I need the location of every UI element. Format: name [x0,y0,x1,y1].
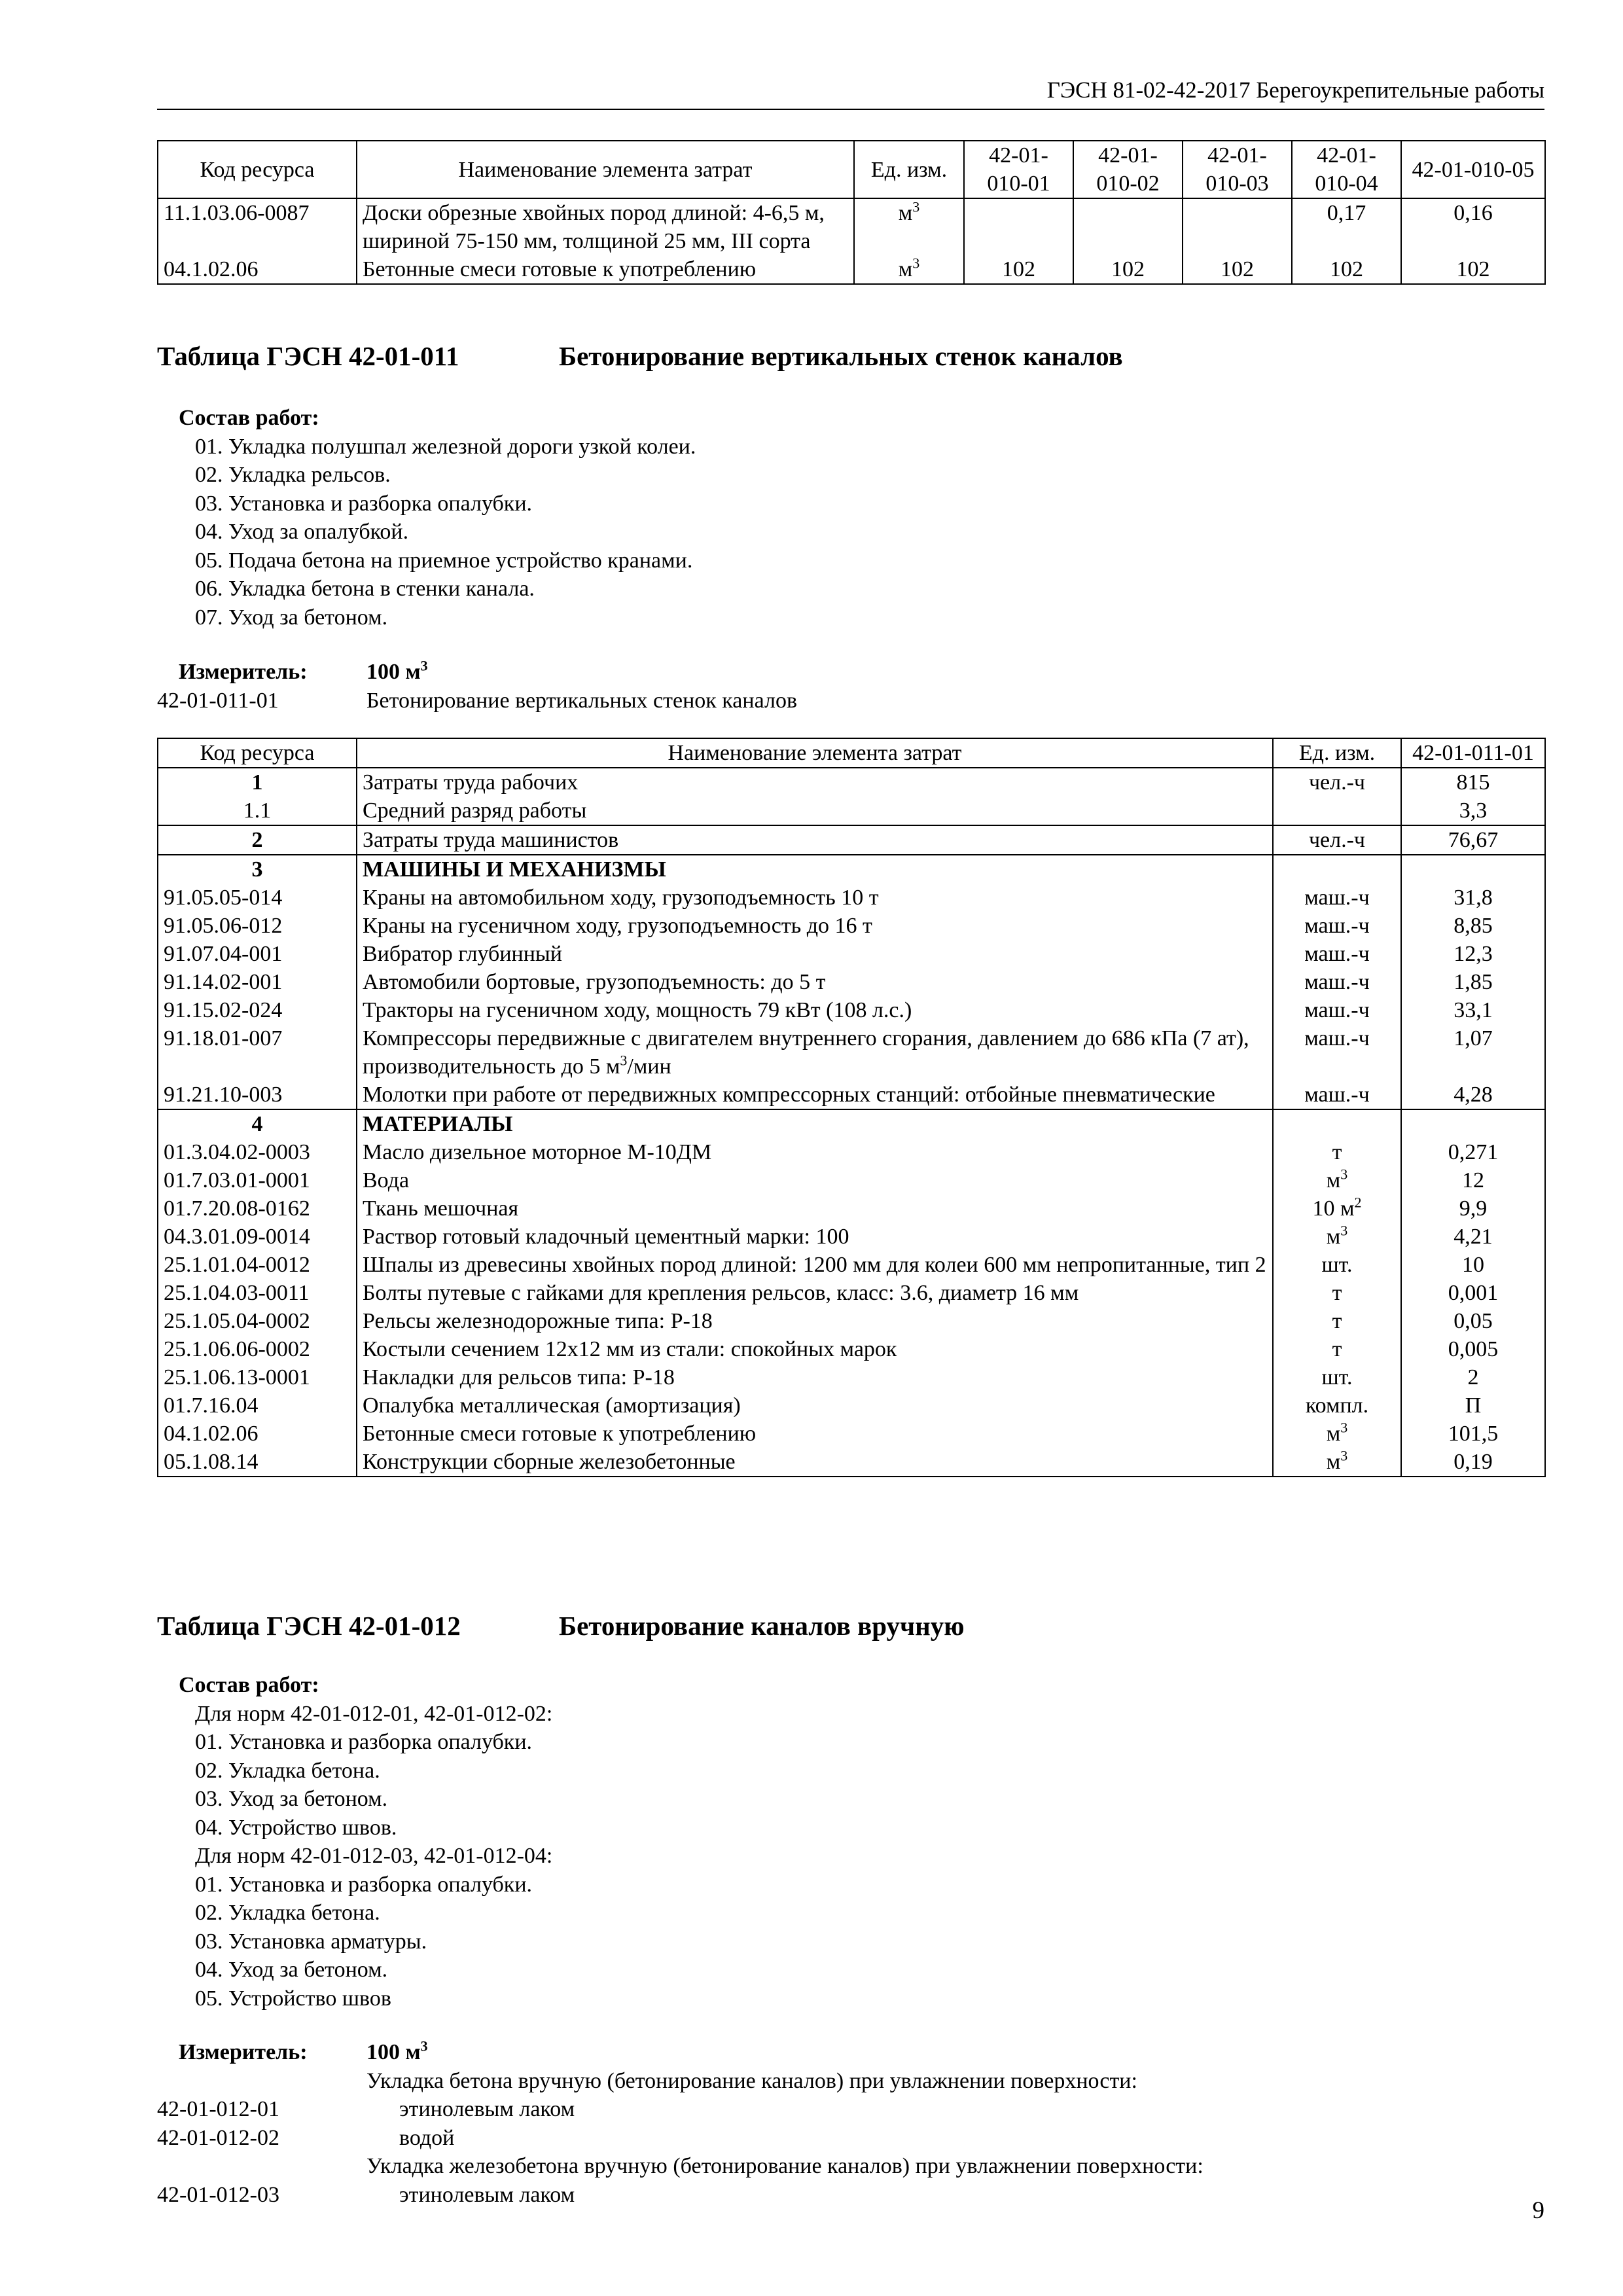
cell-value: 3,3 [1401,797,1545,825]
resource-name: Ткань мешочная [357,1194,1273,1223]
cell-value [1073,198,1183,255]
cell-value [1183,198,1292,255]
resource-code: 4 [158,1109,357,1138]
table-row [158,1081,1545,1109]
table-row [158,198,1545,255]
table-row [158,1194,1545,1223]
resource-code: 91.05.05-014 [158,884,357,912]
header-rule [157,109,1544,110]
resource-unit: компл. [1273,1391,1401,1420]
cell-value: 0,001 [1401,1279,1545,1307]
section-row-materials [158,1109,1545,1138]
resource-code: 2 [158,825,357,855]
column-header: 42-01-010-01 [964,141,1073,198]
resource-name: Раствор готовый кладочный цементный марки: 100 [357,1223,1273,1251]
column-header: 42-01-010-03 [1183,141,1292,198]
cell-value: П [1401,1391,1545,1420]
resource-name: Накладки для рельсов типа: Р-18 [357,1363,1273,1391]
resource-table-42-01-010 [157,140,1546,285]
column-header: Ед. изм. [854,141,964,198]
norm-code: 42-01-012-01 [157,2097,279,2121]
resource-name: Тракторы на гусеничном ходу, мощность 79 кВт (108 л.с.) [357,996,1273,1024]
cell-value: 0,271 [1401,1138,1545,1166]
table-row [158,1363,1545,1391]
cell-value: 12,3 [1401,940,1545,968]
resource-unit: шт. [1273,1251,1401,1279]
table-row [158,825,1545,855]
work-item: 03. Установка и разборка опалубки. [195,491,533,516]
resource-code: 01.7.03.01-0001 [158,1166,357,1194]
resource-code: 1.1 [158,797,357,825]
cell-value: 0,005 [1401,1335,1545,1363]
resource-code: 25.1.04.03-0011 [158,1279,357,1307]
work-item: 04. Устройство швов. [195,1815,397,1840]
table-row [158,1307,1545,1335]
norm-group-heading: Укладка железобетона вручную (бетонирование каналов) при увлажнении поверхности: [366,2154,1204,2178]
cell-value: 102 [1073,255,1183,284]
cell-value: 1,07 [1401,1024,1545,1081]
empty-cell [1401,855,1545,884]
column-header: Ед. изм. [1273,738,1401,768]
norm-group-label: Для норм 42-01-012-03, 42-01-012-04: [195,1844,553,1868]
work-item: 07. Уход за бетоном. [195,605,388,630]
composition-label: Состав работ: [179,1673,319,1697]
resource-code: 11.1.03.06-0087 [158,198,357,255]
table-row [158,1448,1545,1477]
table-row [158,797,1545,825]
resource-code: 01.7.16.04 [158,1391,357,1420]
section-heading: МАШИНЫ И МЕХАНИЗМЫ [357,855,1273,884]
cell-value: 0,05 [1401,1307,1545,1335]
resource-unit: маш.-ч [1273,1024,1401,1081]
work-item: 05. Устройство швов [195,1986,391,2011]
table-title-42-01-012 [157,1610,965,1641]
resource-code: 91.05.06-012 [158,912,357,940]
work-item: 04. Уход за бетоном. [195,1958,388,1982]
table-heading: Бетонирование вертикальных стенок каналов [559,341,1123,371]
table-row [158,1166,1545,1194]
resource-unit: маш.-ч [1273,968,1401,996]
resource-unit: $м^3$ [1273,1223,1401,1251]
resource-code: 91.21.10-003 [158,1081,357,1109]
running-header: ГЭСН 81-02-42-2017 Берегоукрепительные работы [1046,77,1544,103]
cell-value: 102 [1183,255,1292,284]
table-row [158,1335,1545,1363]
table-number: Таблица ГЭСН 42-01-011 [157,341,459,371]
work-item: 03. Уход за бетоном. [195,1787,388,1811]
cell-value: 815 [1401,768,1545,797]
table-row [158,884,1545,912]
norm-name: Бетонирование вертикальных стенок каналов [366,688,798,713]
resource-name: Краны на гусеничном ходу, грузоподъемность до 16 т [357,912,1273,940]
table-row [158,968,1545,996]
table-row [158,1420,1545,1448]
resource-unit: шт. [1273,1363,1401,1391]
table-number: Таблица ГЭСН 42-01-012 [157,1611,461,1641]
cell-value: 33,1 [1401,996,1545,1024]
resource-code: 91.15.02-024 [158,996,357,1024]
norm-name: этинолевым лаком [399,2182,575,2207]
resource-code: 04.1.02.06 [158,255,357,284]
table-header-row [158,738,1545,768]
resource-unit: т [1273,1138,1401,1166]
resource-code: 1 [158,768,357,797]
cell-value [964,198,1073,255]
work-item: 01. Укладка полушпал железной дороги узкой колеи. [195,434,696,459]
resource-code: 91.07.04-001 [158,940,357,968]
cell-value: 2 [1401,1363,1545,1391]
table-row [158,940,1545,968]
resource-code: 91.18.01-007 [158,1024,357,1081]
cell-value: 31,8 [1401,884,1545,912]
resource-code: 25.1.06.06-0002 [158,1335,357,1363]
work-item: 03. Установка арматуры. [195,1929,427,1954]
table-row [158,255,1545,284]
resource-unit: т [1273,1335,1401,1363]
cell-value: 12 [1401,1166,1545,1194]
resource-code: 04.3.01.09-0014 [158,1223,357,1251]
work-composition-42-01-011 [157,404,696,632]
table-heading: Бетонирование каналов вручную [559,1611,965,1641]
resource-unit: $м^3$ [1273,1448,1401,1477]
work-item: 02. Укладка бетона. [195,1758,380,1783]
resource-unit: чел.-ч [1273,825,1401,855]
table-header-row [158,141,1545,198]
empty-cell [1273,1109,1401,1138]
work-composition-42-01-012 [157,1671,552,2013]
work-item: 02. Укладка бетона. [195,1901,380,1925]
resource-name: Затраты труда рабочих [357,768,1273,797]
table-row [158,1391,1545,1420]
table-title-42-01-011 [157,340,1123,372]
resource-unit: т [1273,1307,1401,1335]
table-row [158,1251,1545,1279]
cell-value: 76,67 [1401,825,1545,855]
cell-value: 1,85 [1401,968,1545,996]
cell-value: 10 [1401,1251,1545,1279]
work-item: 04. Уход за опалубкой. [195,520,409,544]
resource-unit: $м^3$ [854,198,964,255]
resource-code: 01.3.04.02-0003 [158,1138,357,1166]
column-header: 42-01-010-05 [1401,141,1545,198]
resource-name: Затраты труда машинистов [357,825,1273,855]
cell-value: 4,21 [1401,1223,1545,1251]
table-row [158,912,1545,940]
work-item: 01. Установка и разборка опалубки. [195,1872,533,1897]
resource-name: Средний разряд работы [357,797,1273,825]
resource-unit: 10 $м^2$ [1273,1194,1401,1223]
resource-name: Вибратор глубинный [357,940,1273,968]
cell-value: 0,19 [1401,1448,1545,1477]
cell-value: 102 [1401,255,1545,284]
norm-code: 42-01-012-02 [157,2125,279,2150]
cell-value: 0,17 [1292,198,1401,255]
column-header: 42-01-010-02 [1073,141,1183,198]
resource-unit: $м^3$ [854,255,964,284]
resource-unit: чел.-ч [1273,768,1401,797]
resource-code: 25.1.01.04-0012 [158,1251,357,1279]
table-row [158,1024,1545,1081]
norm-code: 42-01-011-01 [157,688,279,713]
work-item: 02. Укладка рельсов. [195,463,391,487]
resource-name: Краны на автомобильном ходу, грузоподъемность 10 т [357,884,1273,912]
resource-code: 05.1.08.14 [158,1448,357,1477]
measurer-label: Измеритель: [179,660,308,684]
column-header: Код ресурса [158,738,357,768]
table-row [158,996,1545,1024]
norm-name: этинолевым лаком [399,2097,575,2121]
resource-name: Шпалы из древесины хвойных пород длиной: 1200 мм для колеи 600 мм непропитанные, тип 2 [357,1251,1273,1279]
resource-name: Опалубка металлическая (амортизация) [357,1391,1273,1420]
column-header: 42-01-010-04 [1292,141,1401,198]
resource-name: Болты путевые с гайками для крепления рельсов, класс: 3.6, диаметр 16 мм [357,1279,1273,1307]
cell-value: 102 [964,255,1073,284]
resource-unit: $м^3$ [1273,1166,1401,1194]
measurer-block-42-01-011 [157,658,1544,715]
resource-name: Бетонные смеси готовые к употреблению [357,255,854,284]
work-item: 01. Установка и разборка опалубки. [195,1730,533,1754]
resource-unit: т [1273,1279,1401,1307]
resource-unit: маш.-ч [1273,1081,1401,1109]
work-item: 05. Подача бетона на приемное устройство кранами. [195,548,693,573]
resource-unit: $м^3$ [1273,1420,1401,1448]
work-item: 06. Укладка бетона в стенки канала. [195,577,535,601]
table-row [158,1138,1545,1166]
resource-name: Компрессоры передвижные с двигателем внутреннего сгорания, давлением до 686 кПа (7 ат), производительность до 5 $м^3$/мин [357,1024,1273,1081]
measurer-block-42-01-012 [157,2038,1544,2209]
empty-cell [1401,1109,1545,1138]
column-header: 42-01-011-01 [1401,738,1545,768]
norm-name: водой [399,2125,455,2150]
measurer-value: 100 $м^3$ [366,2037,428,2064]
table-row [158,1223,1545,1251]
resource-unit [1273,797,1401,825]
resource-table-42-01-011 [157,738,1546,1477]
resource-name: Костыли сечением 12х12 мм из стали: спокойных марок [357,1335,1273,1363]
resource-name: Автомобили бортовые, грузоподъемность: до 5 т [357,968,1273,996]
resource-code: 25.1.06.13-0001 [158,1363,357,1391]
resource-name: Молотки при работе от передвижных компрессорных станций: отбойные пневматические [357,1081,1273,1109]
resource-name: Вода [357,1166,1273,1194]
resource-code: 91.14.02-001 [158,968,357,996]
norm-group-heading: Укладка бетона вручную (бетонирование каналов) при увлажнении поверхности: [366,2068,1137,2093]
resource-unit: маш.-ч [1273,912,1401,940]
resource-unit: маш.-ч [1273,884,1401,912]
column-header: Наименование элемента затрат [357,738,1273,768]
resource-name: Конструкции сборные железобетонные [357,1448,1273,1477]
cell-value: 0,16 [1401,198,1545,255]
resource-name: Масло дизельное моторное М-10ДМ [357,1138,1273,1166]
section-row-machines [158,855,1545,884]
norm-group-label: Для норм 42-01-012-01, 42-01-012-02: [195,1701,553,1726]
resource-name: Бетонные смеси готовые к употреблению [357,1420,1273,1448]
table-row [158,768,1545,797]
column-header: Код ресурса [158,141,357,198]
cell-value: 9,9 [1401,1194,1545,1223]
resource-name: Рельсы железнодорожные типа: Р-18 [357,1307,1273,1335]
resource-code: 04.1.02.06 [158,1420,357,1448]
cell-value: 101,5 [1401,1420,1545,1448]
measurer-value: 100 $м^3$ [366,657,428,684]
resource-code: 3 [158,855,357,884]
column-header: Наименование элемента затрат [357,141,854,198]
resource-code: 01.7.20.08-0162 [158,1194,357,1223]
section-heading: МАТЕРИАЛЫ [357,1109,1273,1138]
norm-code: 42-01-012-03 [157,2182,279,2207]
cell-value: 8,85 [1401,912,1545,940]
resource-code: 25.1.05.04-0002 [158,1307,357,1335]
resource-unit: маш.-ч [1273,996,1401,1024]
page-number: 9 [1532,2197,1544,2224]
cell-value: 102 [1292,255,1401,284]
composition-label: Состав работ: [179,406,319,430]
resource-unit: маш.-ч [1273,940,1401,968]
cell-value: 4,28 [1401,1081,1545,1109]
empty-cell [1273,855,1401,884]
resource-name: Доски обрезные хвойных пород длиной: 4-6,5 м, шириной 75-150 мм, толщиной 25 мм, III сорта [357,198,854,255]
table-row [158,1279,1545,1307]
measurer-label: Измеритель: [179,2040,308,2064]
